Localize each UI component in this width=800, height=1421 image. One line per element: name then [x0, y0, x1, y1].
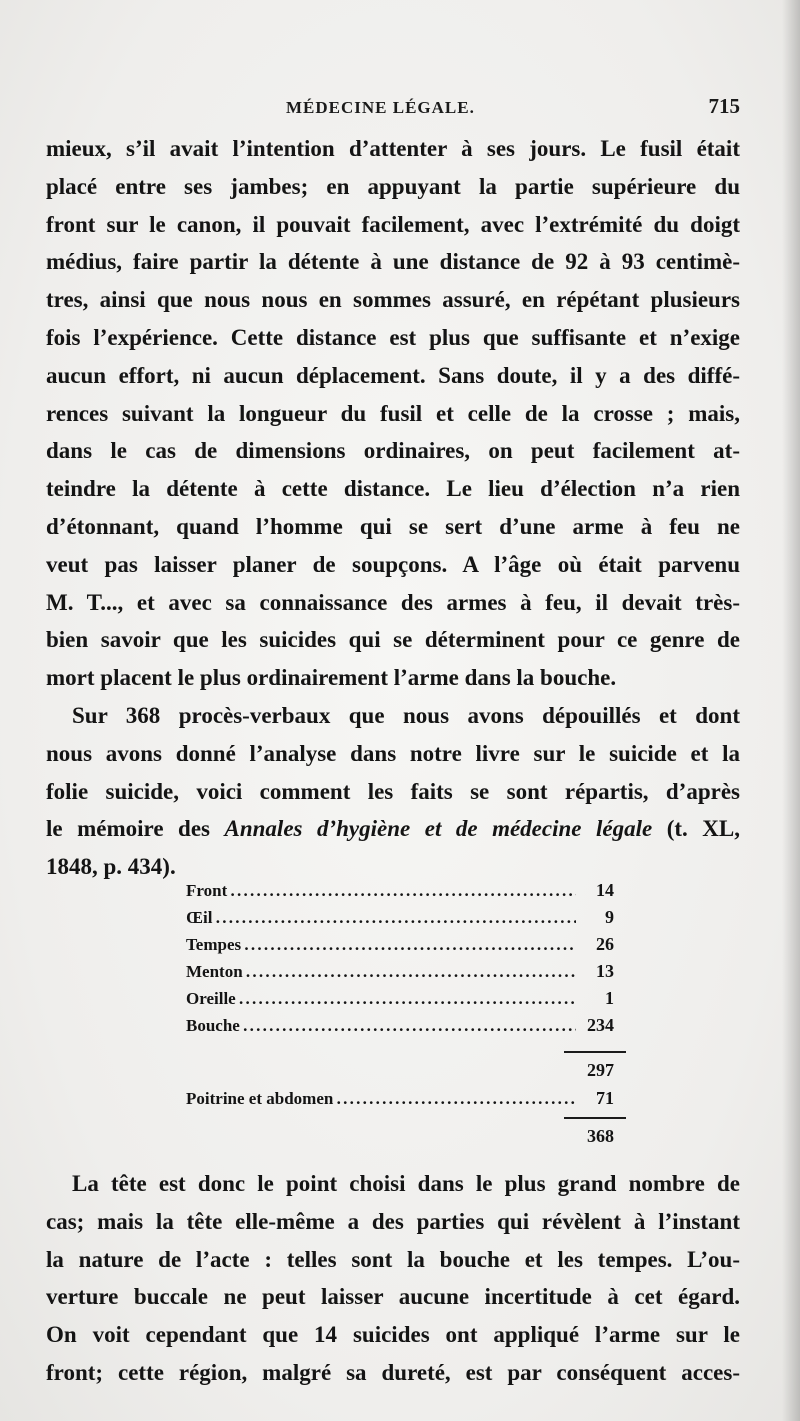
row-label: Tempes . . .: [186, 931, 576, 958]
row-label: Bouche . . .: [186, 1012, 576, 1039]
row-value: 1: [605, 988, 614, 1008]
statistics-table: [186, 877, 626, 1146]
total-rule: [564, 1117, 626, 1119]
text-line: mort placent le plus ordinairement l’arme dans la bouche.: [46, 665, 617, 691]
table-row: [186, 1012, 626, 1039]
row-label: Front . . .: [186, 877, 576, 904]
text-line: folie suicide, voici comment les faits se sont répartis, d’après: [46, 778, 740, 804]
text-line: M. T..., et avec sa connaissance des armes à feu, il devait très-: [46, 589, 740, 615]
page-header: [46, 94, 740, 124]
text-line: fois l’expérience. Cette distance est plus que suffisante et n’exige: [46, 324, 740, 350]
row-value: 9: [605, 907, 614, 927]
subtotal-value: 297: [587, 1060, 614, 1080]
text-line: La tête est donc le point choisi dans le plus grand nombre de: [72, 1171, 740, 1196]
table-row: [186, 904, 626, 931]
text-line: front; cette région, malgré sa dureté, est par conséquent acces-: [46, 1359, 740, 1385]
text-line: front sur le canon, il pouvait facilement, avec l’extrémité du doigt: [46, 211, 740, 237]
text-line: la nature de l’acte : telles sont la bouche et les tempes. L’ou-: [46, 1246, 740, 1272]
table-row: [186, 931, 626, 958]
table-row: [186, 877, 626, 904]
text-line: Sur 368 procès-verbaux que nous avons dépouillés et dont: [72, 702, 740, 728]
total-value: 368: [587, 1126, 614, 1146]
row-value: 71: [596, 1088, 614, 1108]
row-value: 14: [596, 880, 614, 900]
text-line: 1848, p. 434).: [46, 854, 176, 880]
text-line: veut pas laisser planer de soupçons. A l’âge où était parvenu: [46, 551, 740, 577]
body-text: [46, 130, 740, 886]
text-line: nous avons donné l’analyse dans notre livre sur le suicide et la: [46, 740, 740, 766]
text-line: mieux, s’il avait l’intention d’attenter à ses jours. Le fusil était: [46, 136, 740, 161]
text-line: médius, faire partir la détente à une distance de 92 à 93 centimè-: [46, 249, 740, 275]
running-head: MÉDECINE LÉGALE.: [286, 98, 475, 117]
text-line: tres, ainsi que nous nous en sommes assuré, en répétant plusieurs: [46, 287, 740, 313]
row-label: Menton . . .: [186, 958, 576, 985]
text-line: aucun effort, ni aucun déplacement. Sans doute, il y a des diffé-: [46, 362, 740, 388]
page-edge-shadow: [782, 0, 800, 1421]
table-row: [186, 985, 626, 1012]
text-line-with-citation: [46, 810, 740, 848]
table-row: [186, 1085, 626, 1112]
text-line: On voit cependant que 14 suicides ont appliqué l’arme sur le: [46, 1322, 740, 1348]
text-line: d’étonnant, quand l’homme qui se sert d’une arme à feu ne: [46, 513, 740, 539]
row-label: Œil . . .: [186, 904, 576, 931]
row-label: Poitrine et abdomen . . .: [186, 1085, 576, 1112]
row-value: 26: [596, 934, 614, 954]
sum-rule: [564, 1051, 626, 1053]
text-run: (t. XL,: [652, 816, 740, 842]
text-line: cas; mais la tête elle-même a des parties qui révèlent à l’instant: [46, 1208, 740, 1234]
text-run: le mémoire des: [46, 816, 225, 842]
text-line: rences suivant la longueur du fusil et celle de la crosse ; mais,: [46, 400, 740, 426]
row-value: 234: [587, 1015, 614, 1035]
row-value: 13: [596, 961, 614, 981]
row-label: Oreille . . .: [186, 985, 576, 1012]
body-text-continued: [46, 1165, 740, 1392]
text-line: bien savoir que les suicides qui se déterminent pour ce genre de: [46, 627, 740, 653]
text-line: teindre la détente à cette distance. Le lieu d’élection n’a rien: [46, 476, 740, 502]
page-number: 715: [708, 94, 740, 118]
text-line: placé entre ses jambes; en appuyant la partie supérieure du: [46, 173, 740, 199]
table-row: [186, 958, 626, 985]
text-line: dans le cas de dimensions ordinaires, on peut facilement at-: [46, 438, 740, 464]
journal-title: Annales d’hygiène et de médecine légale: [224, 816, 653, 842]
text-line: verture buccale ne peut laisser aucune incertitude à cet égard.: [46, 1284, 740, 1310]
